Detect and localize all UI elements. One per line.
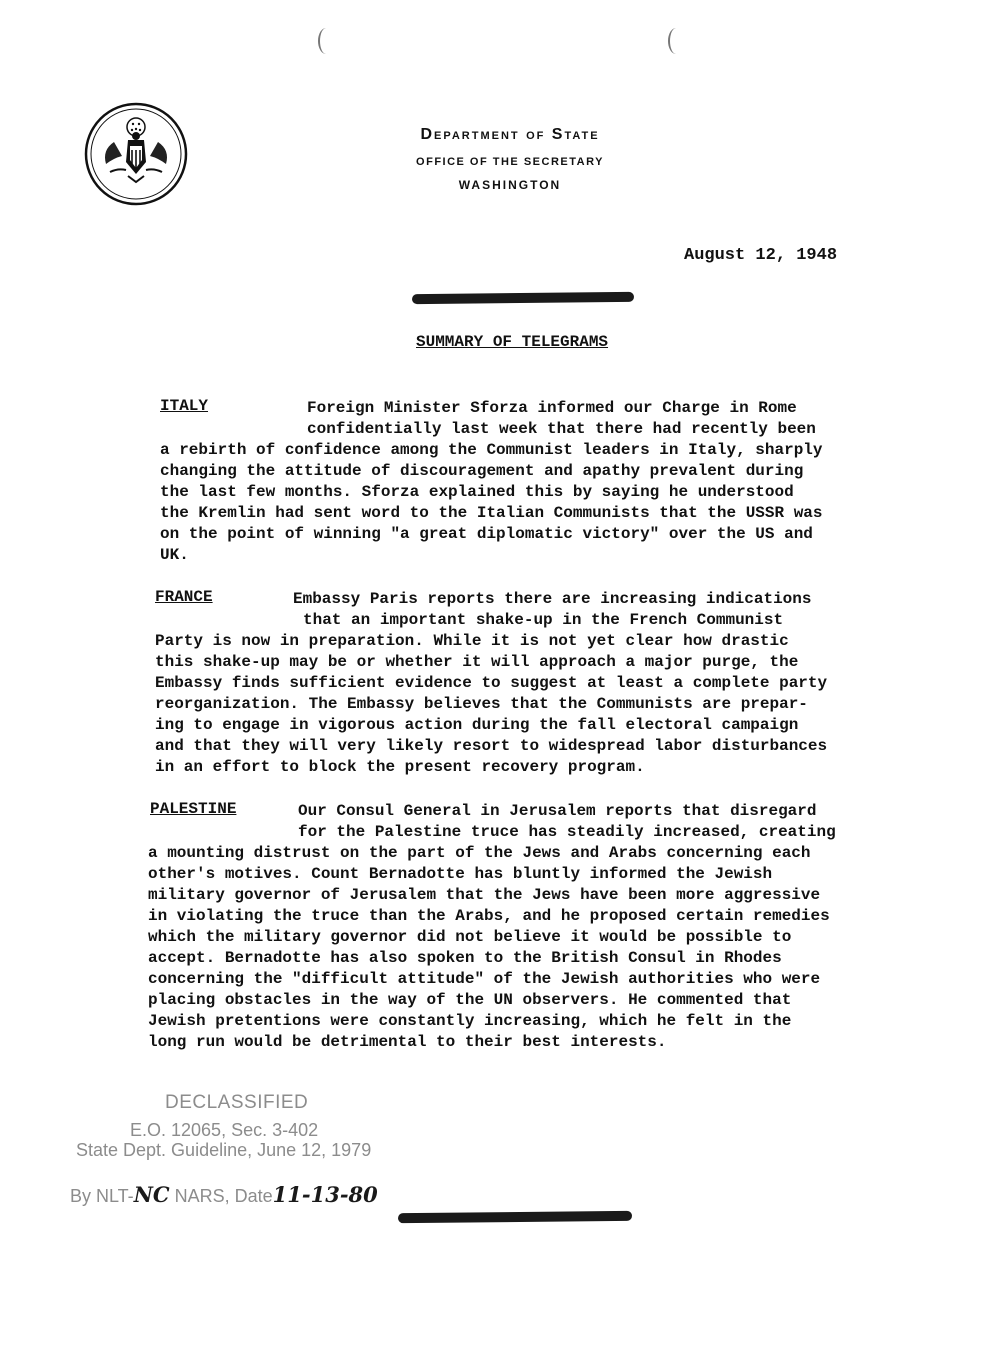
body-line: Foreign Minister Sforza informed our Charge in Rome [307,399,797,417]
body-line: UK. [160,546,189,564]
body-line: a mounting distrust on the part of the Jews and Arabs concerning each [148,844,811,862]
body-line: ing to engage in vigorous action during the fall electoral campaign [155,716,799,734]
body-line: changing the attitude of discouragement and apathy prevalent during [160,462,804,480]
body-line: accept. Bernadotte has also spoken to the British Consul in Rhodes [148,949,782,967]
body-line: which the military governor did not believe it would be possible to [148,928,792,946]
body-line: and that they will very likely resort to widespread labor disturbances [155,737,828,755]
declassification-signoff [70,1182,378,1207]
redacted-classification-bottom [398,1211,632,1223]
body-line: military governor of Jerusalem that the Jews have been more aggressive [148,886,821,904]
body-line: Jewish pretentions were constantly increasing, which he felt in the [148,1012,792,1030]
body-line: Embassy Paris reports there are increasing indications [293,590,812,608]
by-label: By NLT- [70,1186,134,1206]
body-line: other's motives. Count Bernadotte has bluntly informed the Jewish [148,865,773,883]
body-line: a rebirth of confidence among the Communist leaders in Italy, sharply [160,441,823,459]
body-line: long run would be detrimental to their best interests. [148,1033,667,1051]
punch-hole-mark [318,28,334,54]
body-line: in an effort to block the present recovery program. [155,758,645,776]
redacted-classification-top [412,292,634,304]
body-line: reorganization. The Embassy believes that the Communists are prepar- [155,695,808,713]
body-line: that an important shake-up in the French Communist [303,611,784,629]
body-line: this shake-up may be or whether it will approach a major purge, the [155,653,799,671]
body-line: in violating the truce than the Arabs, and he proposed certain remedies [148,907,830,925]
body-line: confidentially last week that there had recently been [307,420,816,438]
body-line: on the point of winning "a great diplomatic victory" over the US and [160,525,813,543]
declassified-stamp: DECLASSIFIED [165,1092,309,1113]
section-label-italy: ITALY [160,397,209,415]
handwritten-date: 11-13-80 [272,1182,378,1207]
letterhead-department: Department of State [420,126,600,143]
declassification-authority: E.O. 12065, Sec. 3-402 [130,1120,319,1140]
eagle-seal-icon [84,102,188,206]
body-line: the last few months. Sforza explained this by saying he understood [160,483,794,501]
document-date: August 12, 1948 [684,246,838,265]
declassification-guideline: State Dept. Guideline, June 12, 1979 [76,1140,372,1160]
body-line: Party is now in preparation. While it is not yet clear how drastic [155,632,789,650]
nars-date-label: NARS, Date [169,1186,273,1206]
handwritten-initials: NC [133,1182,170,1207]
body-line: concerning the "difficult attitude" of the Jewish authorities who were [148,970,821,988]
section-label-palestine: PALESTINE [150,800,237,818]
body-line: placing obstacles in the way of the UN observers. He commented that [148,991,792,1009]
document-title: SUMMARY OF TELEGRAMS [416,333,609,351]
body-line: Embassy finds sufficient evidence to suggest at least a complete party [155,674,828,692]
body-line: for the Palestine truce has steadily increased, creating [298,823,836,841]
punch-hole-mark [668,28,684,54]
section-label-france: FRANCE [155,588,213,606]
body-line: the Kremlin had sent word to the Italian Communists that the USSR was [160,504,823,522]
letterhead-office: OFFICE OF THE SECRETARY [416,156,604,168]
body-line: Our Consul General in Jerusalem reports that disregard [298,802,817,820]
letterhead-city: WASHINGTON [458,178,562,192]
